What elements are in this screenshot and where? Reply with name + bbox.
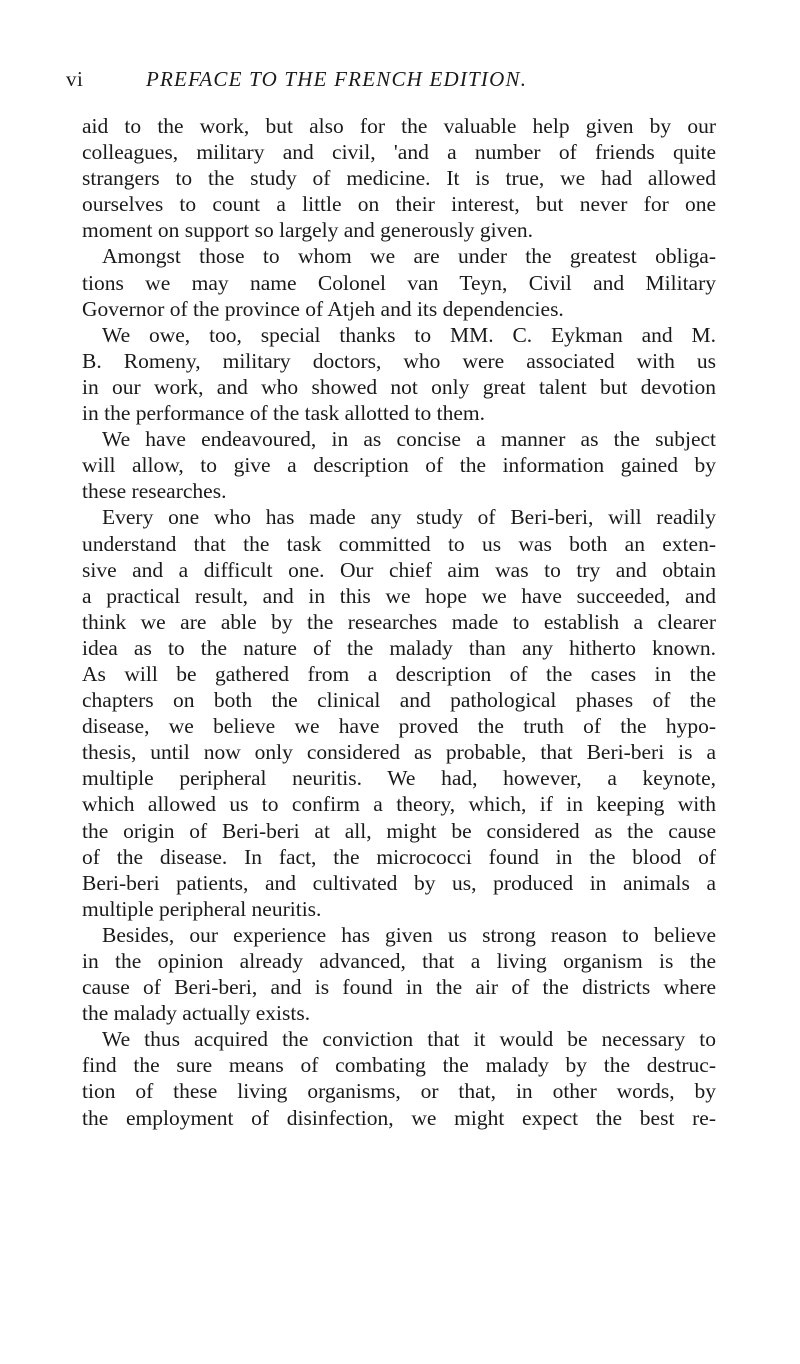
text-line: We owe, too, special thanks to MM. C. Eykman and M. [102, 322, 716, 347]
text-line: the origin of Beri-beri at all, might be considered as the cause [82, 818, 716, 843]
paragraph [82, 322, 716, 426]
text-line: tions we may name Colonel van Teyn, Civil and Military [82, 270, 716, 295]
text-line: Governor of the province of Atjeh and its dependencies. [82, 296, 564, 321]
text-line: Amongst those to whom we are under the greatest obliga- [102, 244, 716, 269]
paragraph [82, 1026, 716, 1130]
text-line: cause of Beri-beri, and is found in the air of the districts where [82, 975, 716, 1000]
page-number: vi [66, 67, 84, 91]
text-line: which allowed us to confirm a theory, which, if in keeping with [82, 792, 716, 817]
text-line: in the opinion already advanced, that a living organism is the [82, 949, 716, 973]
text-line: idea as to the nature of the malady than any hitherto known. [82, 635, 716, 660]
text-line: sive and a difficult one. Our chief aim was to try and obtain [82, 557, 716, 582]
page-header [66, 62, 760, 96]
text-line: tion of these living organisms, or that, in other words, by [82, 1079, 716, 1104]
text-line: multiple peripheral neuritis. [82, 896, 322, 921]
body-text [82, 113, 716, 1131]
text-line: disease, we believe we have proved the truth of the hypo- [82, 714, 716, 739]
text-line: ourselves to count a little on their interest, but never for one [82, 192, 716, 217]
paragraph [82, 426, 716, 504]
text-line: We have endeavoured, in as concise a manner as the subject [102, 427, 716, 452]
text-line: multiple peripheral neuritis. We had, however, a keynote, [82, 766, 716, 791]
paragraph [82, 243, 716, 321]
text-line: aid to the work, but also for the valuable help given by our [82, 114, 716, 138]
text-line: think we are able by the researches made to establish a clearer [82, 609, 716, 634]
text-line: in our work, and who showed not only great talent but devotion [82, 374, 716, 399]
text-line: a practical result, and in this we hope we have succeeded, and [82, 583, 716, 608]
text-line: the malady actually exists. [82, 1001, 311, 1026]
text-line: find the sure means of combating the malady by the destruc- [82, 1053, 716, 1078]
text-line: strangers to the study of medicine. It is true, we had allowed [82, 166, 716, 191]
text-line: Beri-beri patients, and cultivated by us, produced in animals a [82, 870, 716, 895]
text-line: chapters on both the clinical and pathological phases of the [82, 688, 716, 713]
text-line: understand that the task committed to us was both an exten- [82, 531, 716, 556]
text-line: the employment of disinfection, we might expect the best re- [82, 1105, 716, 1130]
text-line: Besides, our experience has given us strong reason to believe [102, 922, 716, 947]
text-line: We thus acquired the conviction that it would be necessary to [102, 1027, 716, 1052]
text-line: in the performance of the task allotted to them. [82, 401, 485, 426]
text-line: of the disease. In fact, the micrococci found in the blood of [82, 844, 716, 869]
running-title: PREFACE TO THE FRENCH EDITION. [146, 67, 528, 91]
text-line: B. Romeny, military doctors, who were associated with us [82, 348, 716, 373]
text-line: As will be gathered from a description of the cases in the [82, 661, 716, 686]
text-line: Every one who has made any study of Beri-beri, will readily [102, 505, 716, 530]
text-line: these researches. [82, 479, 227, 504]
text-line: colleagues, military and civil, 'and a number of friends quite [82, 140, 716, 165]
text-line: will allow, to give a description of the information gained by [82, 453, 716, 478]
paragraph [82, 922, 716, 1026]
paragraph [82, 113, 716, 243]
text-line: thesis, until now only considered as probable, that Beri-beri is a [82, 740, 716, 765]
paragraph [82, 504, 716, 922]
text-line: moment on support so largely and generously given. [82, 218, 534, 243]
